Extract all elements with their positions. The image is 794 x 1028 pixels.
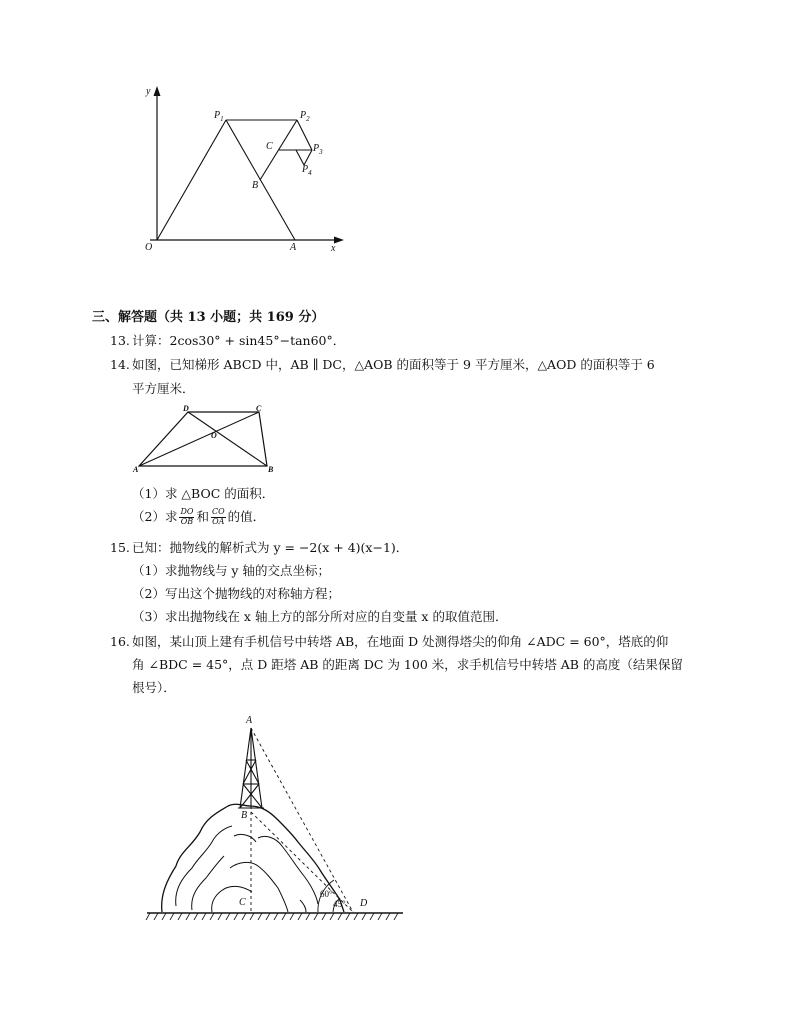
mountain-contour-5 — [258, 836, 318, 904]
ground-hatch — [146, 913, 398, 920]
question-14-number: 14. — [110, 357, 130, 372]
question-16-line3: 根号）． — [132, 680, 176, 695]
question-14-sub1: （1）求 △BOC 的面积． — [132, 486, 275, 501]
trapezoid-label-O: O — [211, 431, 217, 440]
point-label-C: C — [266, 141, 273, 152]
angle-label-45: 45° — [333, 899, 346, 909]
mountain-contour-1 — [176, 826, 232, 906]
trapezoid-label-C: C — [256, 404, 262, 413]
question-14-line1: 如图，已知梯形 ABCD 中，AB ∥ DC，△AOB 的面积等于 9 平方厘米，△AOD 的面积等于 6 — [132, 357, 655, 372]
trapezoid-label-D: D — [183, 404, 189, 413]
fraction-DO-OB: DO OB — [180, 507, 194, 526]
question-14-line2: 平方厘米． — [132, 381, 195, 396]
question-14-sub2: （2）求 DO OB 和 CO OA 的值． — [132, 507, 266, 526]
question-15-text: 已知：抛物线的解析式为 y = −2(x + 4)(x−1)． — [132, 540, 409, 555]
mountain-contour-6 — [234, 834, 256, 842]
question-15-sub2: （2）写出这个抛物线的对称轴方程； — [132, 586, 340, 601]
point-label-O: O — [145, 242, 153, 253]
question-15-number: 15. — [110, 540, 130, 555]
mountain-outline — [162, 804, 344, 912]
mountain-label-C: C — [239, 897, 246, 908]
axis-label-y: y — [146, 86, 151, 97]
trapezoid-label-B: B — [268, 465, 274, 474]
question-16-line1: 如图，某山顶上建有手机信号中转塔 AB，在地面 D 处测得塔尖的仰角 ∠ADC = 60°，塔底的仰 — [132, 634, 669, 649]
dashed-AD — [251, 728, 353, 912]
point-label-P1: $P_1$ — [214, 110, 224, 123]
point-label-P3: $P_3$ — [313, 143, 323, 156]
point-label-B: B — [252, 180, 259, 191]
mountain-label-A: A — [246, 715, 253, 726]
question-15-sub3: （3）求出抛物线在 x 轴上方的部分所对应的自变量 x 的取值范围． — [132, 609, 508, 624]
question-16-number: 16. — [110, 634, 130, 649]
axis-label-x: x — [331, 243, 336, 254]
mountain-label-D: D — [360, 898, 368, 909]
point-label-A: A — [290, 242, 297, 253]
dashed-BD — [251, 812, 353, 912]
section-title: 三、解答题（共 13 小题；共 169 分） — [92, 310, 325, 325]
question-13-text: 计算：2cos30° + sin45°−tan60°． — [132, 333, 346, 348]
angle-label-60: 60° — [320, 889, 333, 899]
mountain-label-B: B — [241, 810, 248, 821]
fraction-CO-OA: CO OA — [211, 507, 225, 526]
trapezoid-label-A: A — [133, 465, 139, 474]
mountain-contour-7 — [300, 900, 306, 912]
mountain-contour-2 — [192, 856, 224, 910]
point-label-P4: $P_4$ — [302, 164, 312, 177]
question-13-number: 13. — [110, 333, 130, 348]
question-16-line2: 角 ∠BDC = 45°，点 D 距塔 AB 的距离 DC 为 100 米，求手机信号中转塔 AB 的高度（结果保留 — [132, 657, 683, 672]
point-label-P2: $P_2$ — [300, 110, 310, 123]
question-15-sub1: （1）求抛物线与 y 轴的交点坐标； — [132, 563, 330, 578]
